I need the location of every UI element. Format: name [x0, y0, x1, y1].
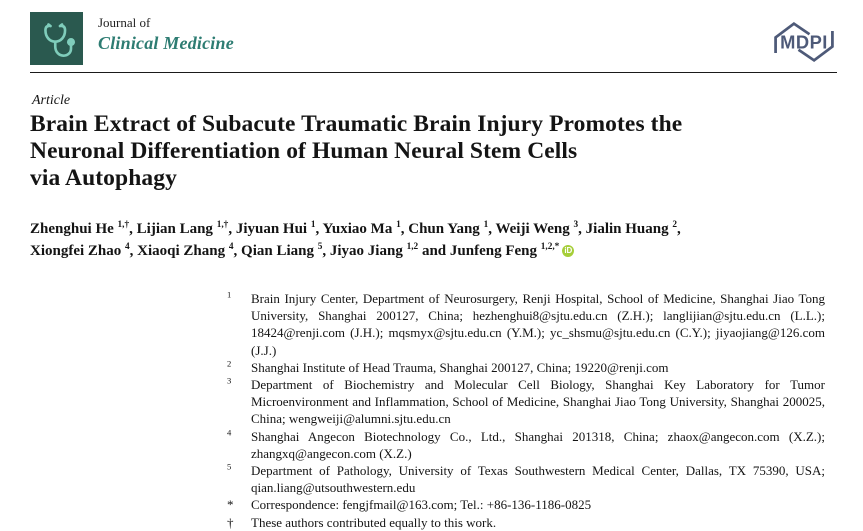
mdpi-logo	[771, 19, 837, 70]
author: Yuxiao Ma $^1$,	[322, 220, 409, 237]
author: Qian Liang $^5$,	[241, 241, 330, 259]
affiliation-marker: †	[227, 514, 234, 530]
affiliation-marker: *	[227, 497, 234, 513]
affiliation-row	[227, 290, 825, 359]
author-note-row	[227, 496, 825, 513]
author: Lijian Lang $^{1,\dagger}$,	[136, 220, 236, 237]
mdpi-logo-icon	[771, 19, 837, 65]
affiliation-marker: 1	[227, 289, 232, 300]
affiliation-text: Shanghai Institute of Head Trauma, Shanghai 200127, China; 19220@renji.com	[251, 359, 669, 375]
affiliation-text: Department of Biochemistry and Molecular Cell Biology, Shanghai Key Laboratory for Tumor Microenvironment and Inflammation, School of Medicine, Shanghai Jiao Tong University, Shanghai 200025, China; wengweiji@alumni.sjtu.edu.cn	[251, 377, 825, 427]
affiliation-text: Shanghai Angecon Biotechnology Co., Ltd., Shanghai 201318, China; zhaox@angecon.com (X.Z.); zhangxq@angecon.com (X.Z.)	[251, 428, 825, 461]
affiliation-row	[227, 462, 825, 496]
affiliation-row	[227, 359, 825, 376]
author: Xiaoqi Zhang $^4$,	[137, 241, 242, 259]
affiliation-text: Department of Pathology, University of Texas Southwestern Medical Center, Dallas, TX 75390, USA; qian.liang@utsouthwestern.edu	[251, 463, 825, 496]
author: Chun Yang $^1$,	[408, 220, 496, 237]
affiliation-row	[227, 376, 825, 428]
article-title: Brain Extract of Subacute Traumatic Brain Injury Promotes the Neuronal Differentiation of Human Neural Stem Cells via Autophagy	[30, 111, 683, 191]
affiliation-text: These authors contributed equally to this work.	[251, 514, 497, 530]
affiliation-marker: 4	[227, 427, 232, 438]
author-note-row	[227, 514, 825, 531]
affiliations-block	[227, 290, 825, 531]
affiliation-text: Brain Injury Center, Department of Neurosurgery, Renji Hospital, School of Medicine, Shanghai Jiao Tong University, Shanghai 200127, China; hezhenghui8@sjtu.edu.cn (Z.H.); langlijian@sjtu.edu.cn (L.L.); 18424@renji.com (J.H.); mqsmyx@sjtu.edu.cn (Y.M.); yc_shsmu@sjtu.edu.cn (C.Y.); jiyaojiang@126.com (J.J.)	[251, 291, 825, 358]
author: Jiyao Jiang $^{1,2}$ and	[329, 241, 450, 259]
orcid-icon[interactable]: iD	[564, 245, 573, 255]
journal-prefix: Journal of	[98, 15, 151, 30]
author: Junfeng Feng $^{1,2,*}$ iD	[449, 241, 573, 259]
mdpi-logo-text: MDPI	[780, 31, 828, 53]
affiliation-row	[227, 428, 825, 462]
journal-name: Clinical Medicine	[98, 32, 234, 53]
stethoscope-icon	[36, 18, 78, 60]
author: Weiji Weng $^3$,	[495, 220, 586, 237]
author: Xiongfei Zhao $^4$,	[30, 241, 138, 259]
author: Jialin Huang $^2$,	[585, 220, 681, 237]
author-list	[30, 219, 835, 262]
affiliation-marker: 5	[227, 461, 232, 472]
journal-header	[30, 12, 837, 68]
article-type-label: Article	[32, 93, 71, 108]
affiliation-text: Correspondence: fengjfmail@163.com; Tel.: +86-136-1186-0825	[251, 497, 592, 513]
journal-logo	[30, 12, 83, 65]
affiliation-marker: 3	[227, 375, 232, 386]
header-divider	[30, 72, 837, 73]
journal-title-block	[98, 12, 234, 54]
author: Jiyuan Hui $^1$,	[235, 220, 323, 237]
affiliation-marker: 2	[227, 358, 232, 369]
author: Zhenghui He $^{1,\dagger}$,	[30, 220, 137, 237]
